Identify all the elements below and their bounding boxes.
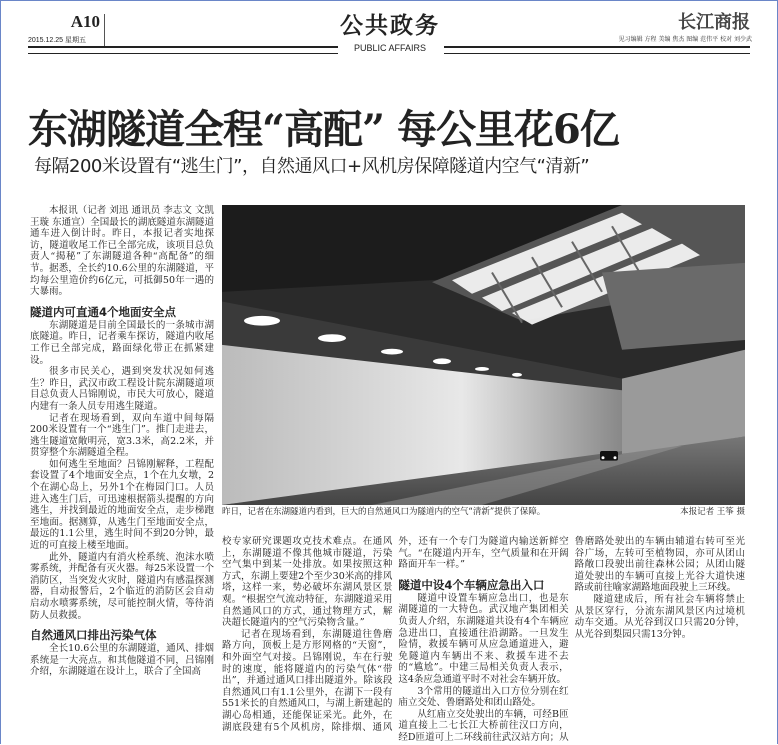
tunnel-photo [222, 205, 745, 505]
divider [104, 14, 105, 48]
paragraph: 记者在现场看到，东湖隧道往鲁磨路方向，顶板上是方形网格的“天窗”，和外面空气对接。吕锦刚说，车在行驶时的速度，能将隧道内的污染气体“带出”，并通过通风口排出隧道外。除该段自然通风口有1.1公里外，在湖下一段有551米长的自然通风口，与湖上新建起的湖心岛相通，还能保证采光。此外，在湖底段建有5个风机房，除排烟、通风外，还有一个专门为隧道内输送新鲜空气。“在隧道内开车，空气质量和在开阔路面开车一样。” [222, 536, 569, 733]
editor-credits: 见习编辑 方程 美编 焦杰 图编 范伟平 校对 刘少武 [618, 36, 752, 43]
header-rule-left [28, 46, 338, 54]
issue-date: 2015.12.25 星期五 [28, 37, 86, 44]
section-title-en: PUBLIC AFFAIRS [353, 43, 427, 53]
subheadline: 每隔200米设置有“逃生门”，自然通风口+风机房保障隧道内空气“清新” [34, 156, 590, 177]
paragraph: 隧道中设置车辆应急出口，也是东湖隧道的一大特色。武汉地产集团相关负责人介绍，东湖隧道共设有4个车辆应急进出口，直接通往沿湖路。一旦发生险情，救援车辆可从应急通道进入，避免隧道内车辆出不来、救援车进不去的“尴尬”。中建三局相关负责人表示，这4条应急通道平时不对社会车辆开放。 [398, 592, 569, 685]
paragraph: 隧道建成后，所有社会车辆将禁止从景区穿行，分流东湖风景区内过境机动车交通。从光谷到汉口只需20分钟，从光谷到梨园只需13分钟。 [574, 593, 745, 640]
paragraph: 3个常用的隧道出入口方位分别在红庙立交处、鲁磨路处和团山路处。 [398, 685, 569, 709]
paragraph: 从红庙立交处驶出的车辆，可经B匝道直接上二七长江大桥前往汉口方向，经D匝道可上二环线前往武汉站方向；从鲁磨路处驶出的车辆由辅道右转可至光谷广场，左转可至植物园，亦可从团山路敞口段驶出前往森林公园；从团山隧道处驶出的车辆可直接上光谷大道快速路或前往喻家湖路地面段驶上三环线。 [398, 536, 745, 743]
paragraph: 如何逃生至地面？吕锦刚解释，工程配套设置了4个地面安全点，1个在九女墩，2个在湖心岛上，另外1个在梅园门口。人员进入逃生门后，可迅速根据箭头提醒的方向逃生，并找到最近的地面安全点，走步梯跑至地面。据测算，从逃生门至地面安全点，最远的1.1公里，逃生时间不到20分钟，最近的可直接上楼至地面。 [30, 458, 214, 552]
newspaper-brand: 长江商报 [678, 12, 750, 33]
article-columns-lower [222, 536, 745, 744]
section-heading: 隧道中设4个车辆应急出入口 [398, 577, 545, 592]
paragraph: 此外，隧道内有消火栓系统、泡沫水喷雾系统，并配备有灭火器。每25米设置一个消防区，当突发火灾时，隧道内有感温探测器，自动报警后，2个临近的消防区会自动启动水喷雾系统，尽可能控制火情，等待消防人员救援。 [30, 551, 214, 621]
caption-text: 昨日，记者在东湖隧道内看到，巨大的自然通风口为隧道内的空气“清新”提供了保障。 [222, 507, 546, 517]
article-column-left [30, 205, 214, 678]
section-heading: 自然通风口排出污染气体 [30, 628, 157, 643]
page-number: A10 [70, 12, 100, 31]
photo-caption [222, 507, 745, 518]
headline: 东湖隧道全程“高配” 每公里花6亿 [28, 106, 619, 153]
section-heading: 隧道内可直通4个地面安全点 [30, 304, 177, 319]
section-title: 公共政务 [340, 12, 440, 39]
lead-paragraph: 本报讯（记者 刘迅 通讯员 李志文 文凯 王璇 东通宣）全国最长的湖底隧道东湖隧道通车进入倒计时。昨日，本报记者实地探访，隧道收尾工作已全部完成，该项目总负责人“揭秘”了东湖隧道各种“高配备”的细节。据悉，全长约10.6公里的东湖隧道，平均每公里造价约6亿元，可抵御50年一遇的大暴雨。 [30, 205, 214, 298]
paragraph-continued: 校专家研究课题攻克技术难点。在通风上，东湖隧道不像其他城市隧道，污染空气集中到某一处排放。如果按照这种方式，东湖上要建2个至少30米高的排风塔，这样一来，势必破坏东湖风景区景观。“根据空气流动特征，东湖隧道采用自然通风口的方式，通过物理方式，解决超长隧道内的空气污染物含量。” [222, 536, 393, 629]
header-rule-right [444, 46, 750, 54]
photo-credit: 本报记者 王筝 摄 [680, 507, 745, 517]
paragraph: 东湖隧道是目前全国最长的一条城市湖底隧道。昨日，记者乘车探访，隧道内收尾工作已全部完成，路面绿化带正在抓紧建设。 [30, 319, 214, 366]
paragraph: 记者在现场看到，双向车道中间每隔200米设置有一个“逃生门”。推门走进去，逃生隧道宽敞明亮，宽3.3米，高2.2米，并贯穿整个东湖隧道全程。 [30, 412, 214, 459]
paragraph: 很多市民关心，遇到突发状况如何逃生？昨日，武汉市政工程设计院东湖隧道项目总负责人吕锦刚说，市民大可放心，隧道内建有一条人员专用逃生隧道。 [30, 366, 214, 412]
paragraph: 全长10.6公里的东湖隧道，通风、排烟系统是一大亮点。和其他隧道不同，吕锦刚介绍，东湖隧道在设计上，联合了全国高 [30, 643, 214, 678]
